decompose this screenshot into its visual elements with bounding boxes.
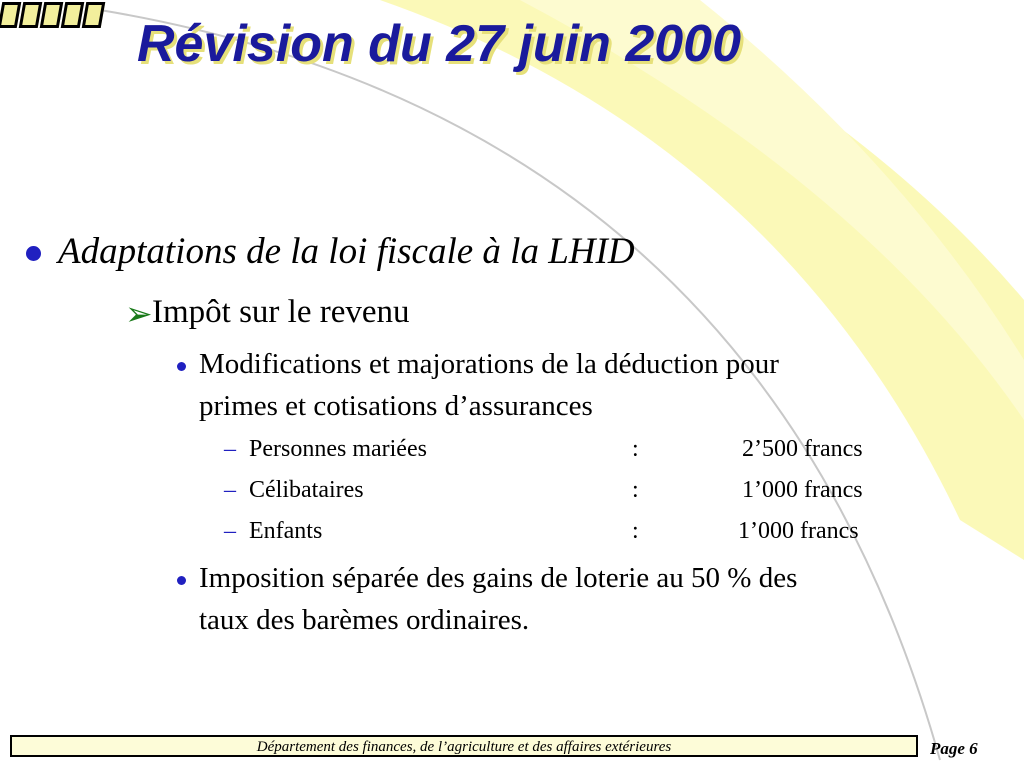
deduction-amount: 1’000 francs bbox=[742, 477, 863, 503]
deduction-label: Personnes mariées bbox=[249, 436, 427, 462]
deduction-label: Célibataires bbox=[249, 477, 364, 503]
footer-department: Département des finances, de l’agriculture et des affaires extérieures bbox=[256, 739, 672, 755]
logo-icon bbox=[0, 2, 103, 28]
bullet-level3-line1: Imposition séparée des gains de loterie au 50 % des bbox=[199, 562, 798, 594]
page-number: Page 6 bbox=[930, 739, 978, 758]
bullet-level1: Adaptations de la loi fiscale à la LHID bbox=[58, 231, 635, 272]
arrow-bullet-icon: ➢ bbox=[125, 297, 153, 333]
bullet-level3-line1: Modifications et majorations de la déduction pour bbox=[199, 348, 779, 380]
bullet-level2: Impôt sur le revenu bbox=[152, 294, 410, 330]
bullet-dot-icon bbox=[177, 362, 186, 371]
deduction-label: Enfants bbox=[249, 518, 323, 544]
dash-icon: – bbox=[224, 436, 236, 462]
deduction-amount: 1’000 francs bbox=[738, 518, 859, 544]
dash-icon: – bbox=[224, 518, 236, 544]
bullet-dot-icon bbox=[177, 576, 186, 585]
deduction-separator: : bbox=[632, 436, 639, 462]
deduction-amount: 2’500 francs bbox=[742, 436, 863, 462]
bullet-level3-line2: primes et cotisations d’assurances bbox=[199, 390, 593, 422]
bullet-level3-line2: taux des barèmes ordinaires. bbox=[199, 604, 530, 636]
dash-icon: – bbox=[224, 477, 236, 503]
bullet-dot-icon bbox=[26, 246, 41, 261]
deduction-separator: : bbox=[632, 518, 639, 544]
slide-title: Révision du 27 juin 2000 bbox=[137, 15, 741, 73]
deduction-separator: : bbox=[632, 477, 639, 503]
